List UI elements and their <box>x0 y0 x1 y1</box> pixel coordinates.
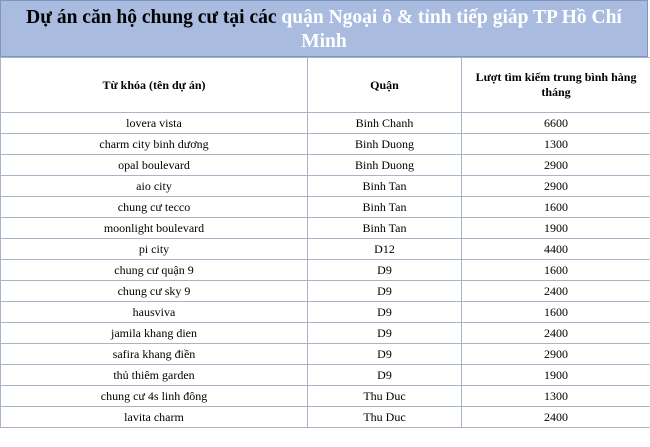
cell-district: Binh Chanh <box>308 113 462 134</box>
cell-keyword: lovera vista <box>1 113 308 134</box>
cell-searches: 2900 <box>462 344 650 365</box>
cell-district: D9 <box>308 323 462 344</box>
cell-searches: 2400 <box>462 281 650 302</box>
table-row <box>1 386 650 407</box>
cell-keyword: pi city <box>1 239 308 260</box>
table-row <box>1 344 650 365</box>
table-row <box>1 281 650 302</box>
table-body <box>1 113 650 428</box>
cell-keyword: opal boulevard <box>1 155 308 176</box>
header-district: Quận <box>308 58 462 113</box>
table-row <box>1 260 650 281</box>
cell-searches: 4400 <box>462 239 650 260</box>
title-text-dark: Dự án căn hộ chung cư tại các <box>26 7 282 28</box>
table-row <box>1 155 650 176</box>
cell-searches: 2900 <box>462 176 650 197</box>
cell-searches: 1600 <box>462 260 650 281</box>
table-row <box>1 365 650 386</box>
cell-searches: 1300 <box>462 134 650 155</box>
cell-keyword: charm city binh dương <box>1 134 308 155</box>
cell-district: D9 <box>308 302 462 323</box>
table-row <box>1 239 650 260</box>
table-row <box>1 197 650 218</box>
cell-searches: 2400 <box>462 407 650 428</box>
cell-searches: 1300 <box>462 386 650 407</box>
table-row <box>1 218 650 239</box>
cell-keyword: lavita charm <box>1 407 308 428</box>
search-volume-table <box>0 57 650 428</box>
cell-keyword: chung cư sky 9 <box>1 281 308 302</box>
cell-searches: 1900 <box>462 218 650 239</box>
table-row <box>1 323 650 344</box>
cell-district: D12 <box>308 239 462 260</box>
cell-district: Thu Duc <box>308 407 462 428</box>
cell-district: Binh Tan <box>308 218 462 239</box>
cell-keyword: chung cư 4s linh đông <box>1 386 308 407</box>
cell-district: D9 <box>308 365 462 386</box>
cell-searches: 2400 <box>462 323 650 344</box>
cell-district: D9 <box>308 281 462 302</box>
cell-district: Binh Duong <box>308 134 462 155</box>
cell-searches: 1900 <box>462 365 650 386</box>
table-title <box>0 0 648 57</box>
cell-district: D9 <box>308 344 462 365</box>
cell-keyword: safira khang điền <box>1 344 308 365</box>
header-searches: Lượt tìm kiếm trung bình hàng tháng <box>462 58 650 113</box>
cell-searches: 2900 <box>462 155 650 176</box>
header-row <box>1 58 650 113</box>
cell-keyword: chung cư quận 9 <box>1 260 308 281</box>
cell-keyword: moonlight boulevard <box>1 218 308 239</box>
cell-searches: 1600 <box>462 302 650 323</box>
header-keyword: Từ khóa (tên dự án) <box>1 58 308 113</box>
cell-district: Thu Duc <box>308 386 462 407</box>
table-row <box>1 134 650 155</box>
cell-searches: 6600 <box>462 113 650 134</box>
cell-district: D9 <box>308 260 462 281</box>
title-text-accent: quận Ngoại ô & tỉnh tiếp giáp TP Hồ Chí Minh <box>281 7 622 52</box>
cell-keyword: hausviva <box>1 302 308 323</box>
table-row <box>1 176 650 197</box>
cell-keyword: chung cư tecco <box>1 197 308 218</box>
cell-keyword: jamila khang dien <box>1 323 308 344</box>
table-row <box>1 302 650 323</box>
table-row <box>1 407 650 428</box>
cell-keyword: thủ thiêm garden <box>1 365 308 386</box>
cell-keyword: aio city <box>1 176 308 197</box>
cell-searches: 1600 <box>462 197 650 218</box>
cell-district: Binh Tan <box>308 176 462 197</box>
cell-district: Binh Tan <box>308 197 462 218</box>
table-row <box>1 113 650 134</box>
cell-district: Binh Duong <box>308 155 462 176</box>
